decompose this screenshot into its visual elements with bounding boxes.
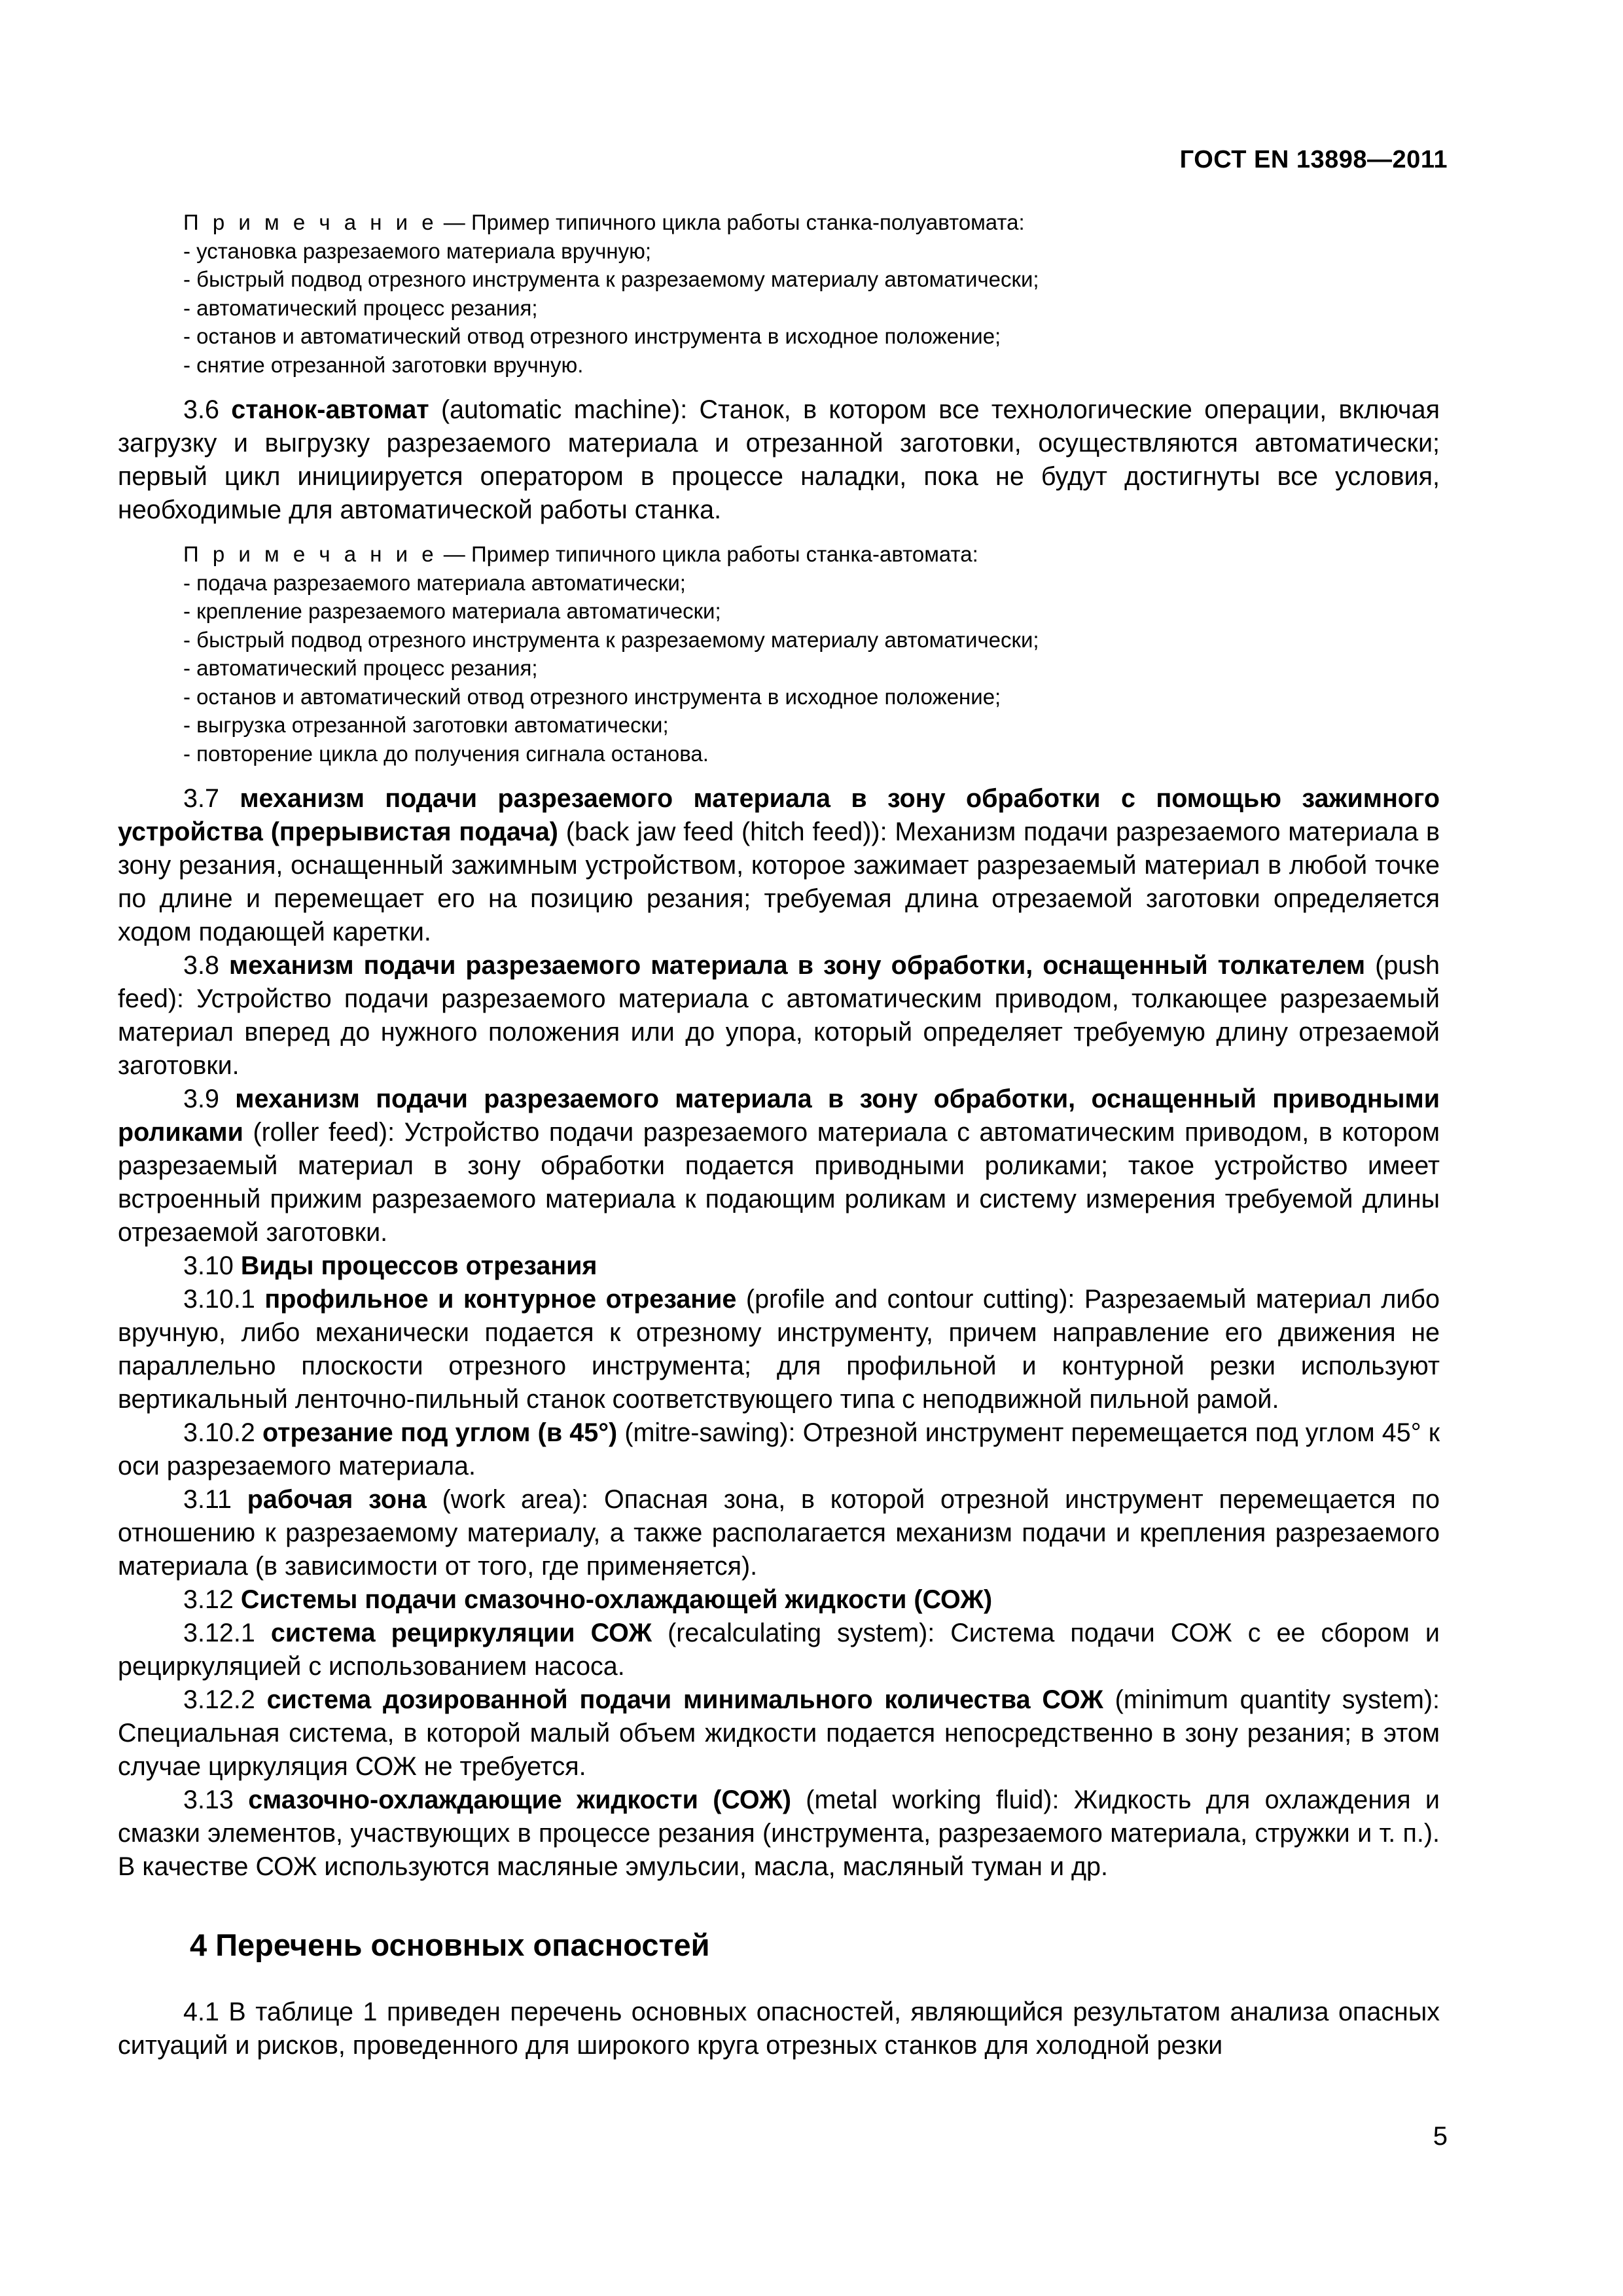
clause-number: 3.12.1 [183,1619,271,1647]
definition: (minimum quantity system): Специальная система, в которой малый объем жидкости подается непосредственно в зону резания; в этом случае циркуляция СОЖ не требуется. [118,1685,1440,1781]
subheading: Виды процессов отрезания [240,1251,597,1280]
clause-number: 3.8 [183,951,229,980]
section-heading: 4 Перечень основных опасностей [190,1928,710,1962]
list-item: - снятие отрезанной заготовки вручную. [183,351,1440,380]
clause-number: 3.6 [183,395,232,424]
clause-number: 3.7 [183,784,240,813]
clause-number: 3.13 [183,1785,249,1814]
list-item: - быстрый подвод отрезного инструмента к разрезаемому материалу автоматически; [183,626,1440,655]
clause-number: 3.9 [183,1085,236,1113]
document-header: ГОСТ EN 13898—2011 [1179,146,1448,173]
list-item: - автоматический процесс резания; [183,654,1440,683]
paragraph-3-8 [118,949,1440,1083]
clause-number: 3.10.2 [183,1418,262,1447]
clause-number: 3.10 [183,1251,241,1280]
paragraph-3-10 [118,1249,1440,1283]
definition: (roller feed): Устройство подачи разрезаемого материала с автоматическим приводом, в котором разрезаемый материал в зону обработки подается приводными роликами; такое устройство имеет встроенный прижим разрезаемого материала к подающим роликам и систему измерения требуемой длины отрезаемой заготовки. [118,1118,1440,1247]
note-label: П р и м е ч а н и е [183,542,438,566]
list-item: - установка разрезаемого материала вручную; [183,237,1440,266]
term: отрезание под углом (в 45°) [262,1418,618,1447]
definition: (metal working fluid): Жидкость для охлаждения и смазки элементов, участвующих в процессе резания (инструмента, разрезаемого материала, стружки и т. п.). В качестве СОЖ используются масляные эмульсии, масла, масляный туман и др. [118,1785,1440,1881]
term: смазочно-охлаждающие жидкости (СОЖ) [248,1785,791,1814]
term: механизм подачи разрезаемого материала в зону обработки, оснащенный приводными роликами [118,1085,1440,1147]
paragraph-3-7 [118,782,1440,949]
clause-number: 3.12.2 [183,1685,267,1714]
definition: (back jaw feed (hitch feed)): Механизм подачи разрезаемого материала в зону резания, оснащенный зажимным устройством, которое зажимает разрезаемый материал в любой точке по длине и перемещает его на позицию резания; требуемая длина отрезаемой заготовки определяется ходом подающей каретки. [118,817,1440,946]
term: рабочая зона [247,1485,427,1514]
document-body [118,208,1440,2062]
term: механизм подачи разрезаемого материала в зону обработки, оснащенный толкателем [228,951,1366,980]
paragraph-3-10-1 [118,1283,1440,1416]
list-item: - крепление разрезаемого материала автоматически; [183,597,1440,626]
paragraph-3-12 [118,1583,1440,1617]
note-label: П р и м е ч а н и е [183,210,438,234]
note-title [183,540,1440,569]
list-item: - выгрузка отрезанной заготовки автоматически; [183,711,1440,740]
note-lead: — Пример типичного цикла работы станка-автомата: [437,542,978,566]
list-item: - останов и автоматический отвод отрезного инструмента в исходное положение; [183,683,1440,711]
term: система рециркуляции СОЖ [270,1619,652,1647]
paragraph-3-13 [118,1784,1440,1884]
note-automatic [183,540,1440,768]
clause-number: 3.11 [183,1485,247,1514]
list-item: - автоматический процесс резания; [183,294,1440,323]
paragraph-3-6 [118,393,1440,527]
definition: (profile and contour cutting): Разрезаемый материал либо вручную, либо механически подается к отрезному инструменту, причем направление его движения не параллельно плоскости отрезного инструмента; для профильной и контурной резки используют вертикальный ленточно-пильный станок соответствующего типа с неподвижной пильной рамой. [118,1285,1440,1414]
term: механизм подачи разрезаемого материала в зону обработки с помощью зажимного устройства (прерывистая подача) [118,784,1440,846]
paragraph-3-11 [118,1483,1440,1583]
note-title [183,208,1440,237]
note-semi-automatic [183,208,1440,379]
definition: (recalculating system): Система подачи СОЖ с ее сбором и рециркуляцией с использованием насоса. [118,1619,1440,1681]
clause-number: 3.12 [183,1585,241,1614]
definition: (work area): Опасная зона, в которой отрезной инструмент перемещается по отношению к разрезаемому материалу, а также располагается механизм подачи и крепления разрезаемого материала (в зависимости от того, где применяется). [118,1485,1440,1581]
page-number: 5 [1433,2122,1448,2151]
paragraph-3-9 [118,1083,1440,1249]
paragraph-4-1: 4.1 В таблице 1 приведен перечень основных опасностей, являющийся результатом анализа опасных ситуаций и рисков, проведенного для широкого круга отрезных станков для холодной резки [118,1998,1440,2060]
paragraph-3-12-1 [118,1617,1440,1683]
subheading: Системы подачи смазочно-охлаждающей жидкости (СОЖ) [240,1585,993,1614]
term: профильное и контурное отрезание [264,1285,737,1314]
definition: (push feed): Устройство подачи разрезаемого материала с автоматическим приводом, толкающее разрезаемый материал вперед до нужного положения или до упора, который определяет требуемую длину отрезаемой заготовки. [118,951,1440,1080]
term: станок-автомат [231,395,429,424]
list-item: - останов и автоматический отвод отрезного инструмента в исходное положение; [183,322,1440,351]
note-lead: — Пример типичного цикла работы станка-полуавтомата: [437,210,1025,234]
list-item: - быстрый подвод отрезного инструмента к разрезаемому материалу автоматически; [183,265,1440,294]
clause-number: 3.10.1 [183,1285,265,1314]
definition: (automatic machine): Станок, в котором все технологические операции, включая загрузку и выгрузку разрезаемого материала и отрезанной заготовки, осуществляются автоматически; первый цикл инициируется оператором в процессе наладки, пока не будут достигнуты все условия, необходимые для автоматической работы станка. [118,395,1440,524]
list-item: - повторение цикла до получения сигнала останова. [183,740,1440,768]
definition: (mitre-sawing): Отрезной инструмент перемещается под углом 45° к оси разрезаемого материала. [118,1418,1440,1480]
term: система дозированной подачи минимального количества СОЖ [266,1685,1103,1714]
paragraph-3-12-2 [118,1683,1440,1784]
list-item: - подача разрезаемого материала автоматически; [183,569,1440,598]
paragraph-3-10-2 [118,1416,1440,1483]
